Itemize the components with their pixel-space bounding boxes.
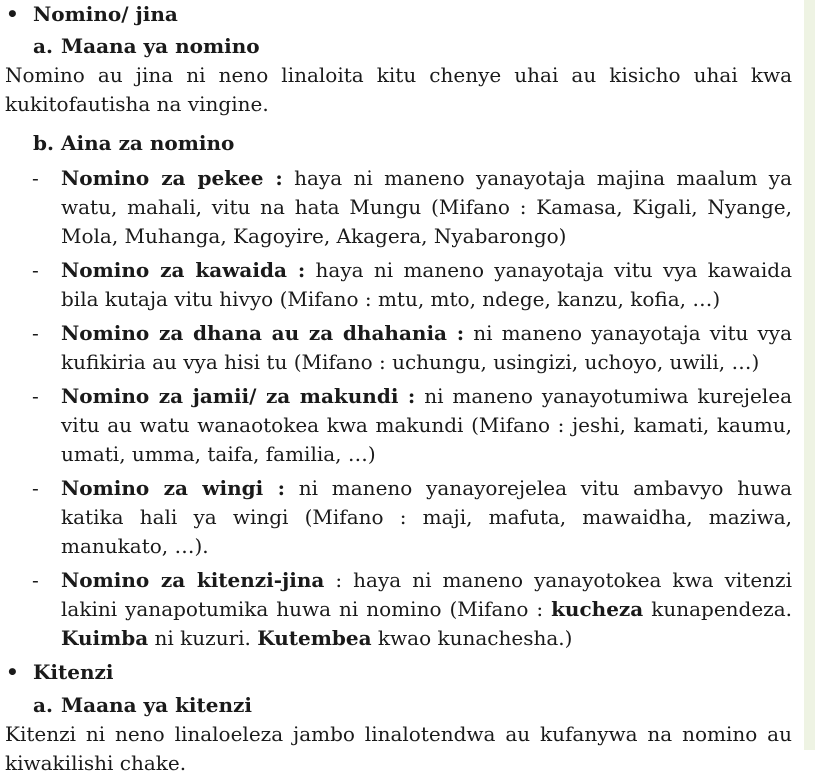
section-heading-nomino (6, 0, 792, 28)
dash-marker: - (32, 258, 39, 282)
subheading-letter: a. (33, 34, 53, 58)
example-word: Kutembea (257, 626, 372, 650)
item-text: haya ni maneno yanayotaja vitu vya kawaida bila kutaja vitu hivyo (Mifano : mtu, mto, ndege, kanzu, kofia, …) (61, 258, 792, 311)
list-item (32, 474, 792, 561)
section-title: Kitenzi (33, 660, 114, 684)
subheading-title: Maana ya nomino (61, 34, 260, 58)
dash-marker: - (32, 166, 39, 190)
dash-marker: - (32, 384, 39, 408)
bullet-icon: • (6, 660, 19, 684)
item-text: ni maneno yanayorejelea vitu ambavyo huwa katika hali ya wingi (Mifano : maji, mafuta, mawaidha, maziwa, manukato, …). (61, 476, 792, 558)
subheading-aina-za-nomino (33, 129, 792, 158)
subheading-maana-ya-kitenzi (33, 691, 792, 720)
item-text: ni maneno yanayotaja vitu vya kufikiria au vya hisi tu (Mifano : uchungu, usingizi, uchoyo, uwili, …) (61, 321, 792, 374)
list-item (32, 256, 792, 314)
item-text: kunapendeza. (643, 597, 793, 621)
item-term: Nomino za dhana au za dhahania : (61, 321, 465, 345)
list-item (32, 566, 793, 653)
item-text: kwao kunachesha.) (371, 626, 573, 650)
subheading-letter: b. (33, 131, 54, 155)
list-item (32, 164, 792, 251)
dash-marker: - (32, 476, 39, 500)
section-heading-kitenzi (6, 658, 792, 686)
item-term: Nomino za wingi : (61, 476, 285, 500)
noun-types-list (0, 164, 792, 653)
item-text: ni kuzuri. (148, 626, 258, 650)
definition-paragraph: Nomino au jina ni neno linaloita kitu chenye uhai au kisicho uhai kwa kukitofautisha na vingine. (5, 63, 792, 116)
list-item (32, 319, 792, 377)
item-term: Nomino za pekee : (61, 166, 283, 190)
dash-marker: - (32, 321, 39, 345)
item-text: haya ni maneno yanayotaja majina maalum ya watu, mahali, vitu na hata Mungu (Mifano : Kamasa, Kigali, Nyange, Mola, Muhanga, Kagoyire, Akagera, Nyabarongo) (61, 166, 792, 248)
list-item (32, 382, 792, 469)
page-edge-bar (804, 0, 815, 750)
item-term: Nomino za kitenzi-jina (61, 568, 325, 592)
subheading-title: Maana ya kitenzi (61, 693, 252, 717)
subheading-title: Aina za nomino (61, 131, 235, 155)
item-text: ni maneno yanayotumiwa kurejelea vitu au watu wanaotokea kwa makundi (Mifano : jeshi, kamati, kaumu, umati, umma, taifa, familia, …) (61, 384, 792, 466)
definition-paragraph: Kitenzi ni neno linaloeleza jambo linalotendwa au kufanywa na nomino au kiwakilishi chake. (5, 722, 792, 775)
dash-marker: - (32, 568, 39, 592)
item-term: Nomino za jamii/ za makundi : (61, 384, 416, 408)
example-word: kucheza (551, 597, 644, 621)
subheading-letter: a. (33, 693, 53, 717)
example-word: Kuimba (61, 626, 149, 650)
section-title: Nomino/ jina (33, 2, 178, 26)
subheading-maana-ya-nomino (33, 32, 792, 61)
bullet-icon: • (6, 2, 19, 26)
item-text: : haya ni maneno yanayotokea kwa vitenzi lakini yanapotumika huwa ni nomino (Mifano : (61, 568, 792, 621)
item-term: Nomino za kawaida : (61, 258, 306, 282)
